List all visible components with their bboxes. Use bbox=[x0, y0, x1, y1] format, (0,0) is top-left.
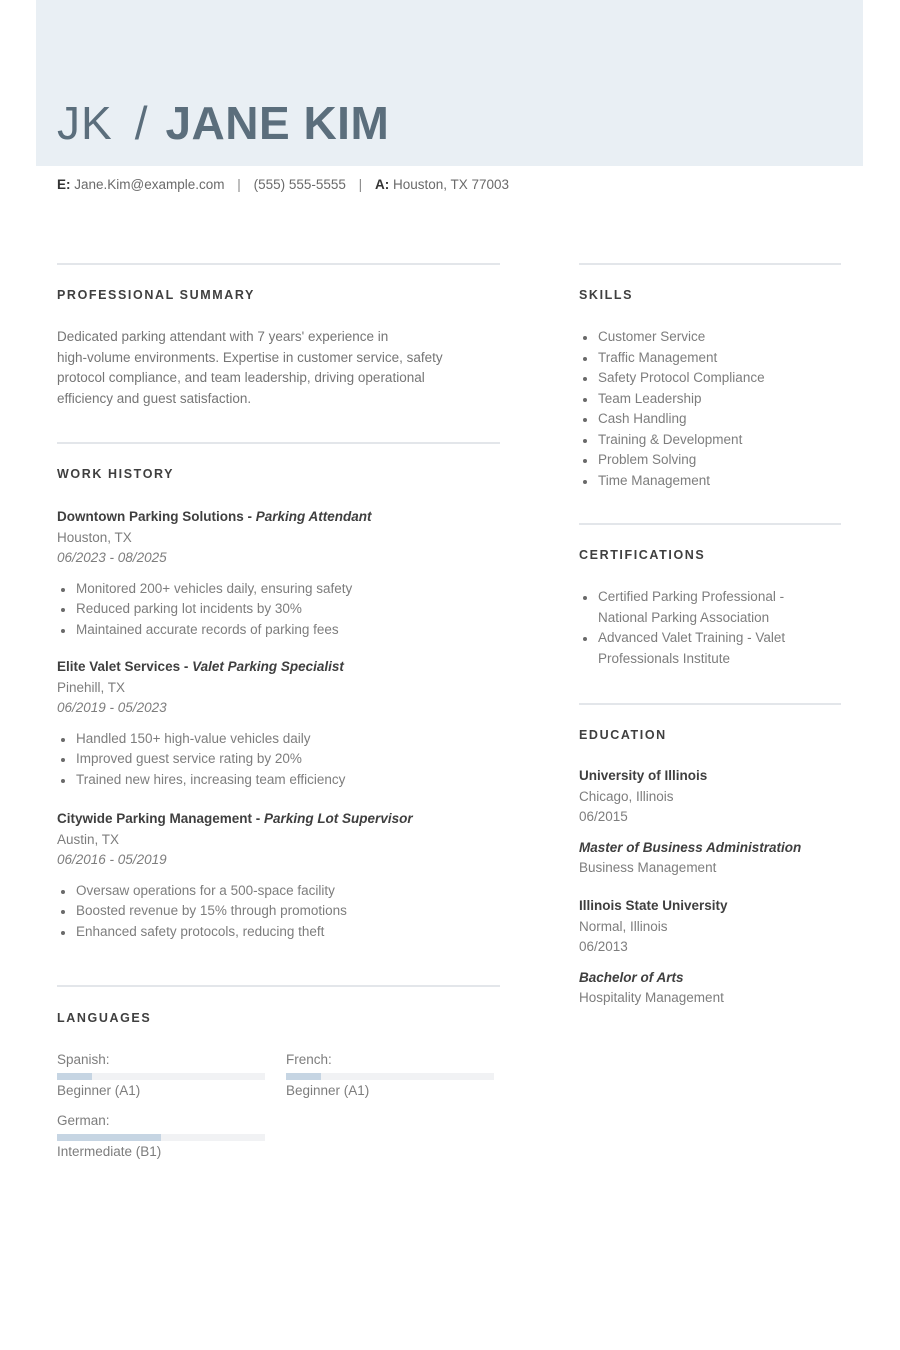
section-divider bbox=[57, 263, 500, 265]
job-location: Pinehill, TX bbox=[57, 679, 126, 695]
summary-line: Dedicated parking attendant with 7 years' experience in bbox=[57, 329, 389, 344]
skills-title: SKILLS bbox=[579, 288, 634, 302]
job-heading bbox=[57, 809, 497, 830]
language-level-fill bbox=[286, 1073, 321, 1080]
education-title: EDUCATION bbox=[579, 728, 667, 742]
job-dash: - bbox=[252, 811, 265, 826]
job-bullet: Boosted revenue by 15% through promotions bbox=[57, 901, 497, 922]
language-item bbox=[57, 1050, 265, 1101]
language-level-fill bbox=[57, 1073, 92, 1080]
job-role: Valet Parking Specialist bbox=[192, 659, 344, 674]
job-company: Elite Valet Services bbox=[57, 659, 181, 674]
skill-item: Training & Development bbox=[579, 430, 849, 451]
education-location: Normal, Illinois bbox=[579, 918, 668, 934]
language-level-bar bbox=[57, 1073, 265, 1080]
summary-title: PROFESSIONAL SUMMARY bbox=[57, 288, 255, 302]
phone[interactable]: (555) 555-5555 bbox=[253, 177, 346, 192]
skill-item: Customer Service bbox=[579, 327, 849, 348]
job-dash: - bbox=[180, 659, 193, 674]
job-bullet: Enhanced safety protocols, reducing theft bbox=[57, 922, 497, 943]
job-bullet: Oversaw operations for a 500-space facility bbox=[57, 881, 497, 902]
separator: | bbox=[358, 177, 363, 192]
language-name: French: bbox=[286, 1052, 332, 1067]
email-label: E: bbox=[57, 177, 71, 192]
languages-title: LANGUAGES bbox=[57, 1011, 152, 1025]
skill-item: Traffic Management bbox=[579, 348, 849, 369]
work-history-title: WORK HISTORY bbox=[57, 467, 175, 481]
job-dates: 06/2019 - 05/2023 bbox=[57, 700, 167, 715]
skills-list bbox=[579, 327, 849, 491]
contact-line bbox=[57, 177, 509, 192]
skill-item: Safety Protocol Compliance bbox=[579, 368, 849, 389]
summary-line: high-volume environments. Expertise in customer service, safety bbox=[57, 349, 443, 365]
education-field: Business Management bbox=[579, 860, 717, 875]
job-bullets bbox=[57, 729, 497, 791]
job-bullet: Handled 150+ high-value vehicles daily bbox=[57, 729, 497, 750]
education-date: 06/2015 bbox=[579, 809, 628, 824]
name-slash: / bbox=[134, 97, 148, 149]
name-heading bbox=[57, 96, 389, 156]
separator: | bbox=[237, 177, 241, 192]
job-entry bbox=[57, 809, 497, 942]
education-location: Chicago, Illinois bbox=[579, 788, 674, 804]
education-degree: Bachelor of Arts bbox=[579, 969, 684, 985]
education-field: Hospitality Management bbox=[579, 990, 724, 1005]
education-date: 06/2013 bbox=[579, 939, 628, 954]
certifications-list bbox=[579, 587, 819, 669]
job-dates: 06/2023 - 08/2025 bbox=[57, 550, 167, 565]
job-dates: 06/2016 - 05/2019 bbox=[57, 852, 167, 867]
language-level-fill bbox=[57, 1134, 161, 1141]
certifications-title: CERTIFICATIONS bbox=[579, 548, 706, 562]
section-divider bbox=[57, 442, 500, 444]
language-level: Beginner (A1) bbox=[286, 1083, 370, 1098]
address-label: A: bbox=[374, 177, 390, 192]
job-entry bbox=[57, 657, 497, 790]
job-role: Parking Lot Supervisor bbox=[264, 811, 413, 826]
skill-item: Problem Solving bbox=[579, 450, 849, 471]
job-location: Houston, TX bbox=[57, 529, 132, 545]
certification-item: Certified Parking Professional - National Parking Association bbox=[579, 587, 819, 628]
education-entry bbox=[579, 766, 849, 879]
education-entry bbox=[579, 896, 849, 1009]
section-divider bbox=[579, 703, 841, 705]
skill-item: Team Leadership bbox=[579, 389, 849, 410]
section-divider bbox=[579, 523, 841, 525]
job-bullet: Improved guest service rating by 20% bbox=[57, 749, 497, 770]
language-level: Beginner (A1) bbox=[57, 1083, 141, 1098]
education-school: Illinois State University bbox=[579, 898, 728, 913]
job-company: Citywide Parking Management bbox=[57, 811, 253, 826]
job-bullet: Monitored 200+ vehicles daily, ensuring safety bbox=[57, 579, 497, 600]
job-heading bbox=[57, 507, 497, 528]
email[interactable]: Jane.Kim@example.com bbox=[74, 177, 225, 192]
address: Houston, TX 77003 bbox=[392, 177, 510, 192]
education-degree: Master of Business Administration bbox=[579, 839, 802, 855]
job-entry bbox=[57, 507, 497, 640]
job-bullets bbox=[57, 579, 497, 641]
section-divider bbox=[57, 985, 500, 987]
section-divider bbox=[579, 263, 841, 265]
language-item bbox=[286, 1050, 494, 1101]
language-level-bar bbox=[57, 1134, 265, 1141]
summary-text bbox=[57, 327, 507, 409]
summary-line: protocol compliance, and team leadership, driving operational bbox=[57, 370, 425, 385]
job-bullets bbox=[57, 881, 497, 943]
job-location: Austin, TX bbox=[57, 831, 120, 847]
full-name: JANE KIM bbox=[165, 97, 390, 149]
skill-item: Time Management bbox=[579, 471, 849, 492]
language-item bbox=[57, 1111, 265, 1162]
language-name: Spanish: bbox=[57, 1052, 110, 1067]
job-bullet: Maintained accurate records of parking fees bbox=[57, 620, 497, 641]
summary-line: efficiency and guest satisfaction. bbox=[57, 390, 252, 406]
initials: JK bbox=[57, 97, 113, 149]
job-role: Parking Attendant bbox=[255, 509, 372, 524]
skill-item: Cash Handling bbox=[579, 409, 849, 430]
job-dash: - bbox=[243, 509, 256, 524]
education-school: University of Illinois bbox=[579, 768, 708, 783]
language-level: Intermediate (B1) bbox=[57, 1144, 162, 1159]
job-bullet: Reduced parking lot incidents by 30% bbox=[57, 599, 497, 620]
language-level-bar bbox=[286, 1073, 494, 1080]
job-bullet: Trained new hires, increasing team efficiency bbox=[57, 770, 497, 791]
job-heading bbox=[57, 657, 497, 678]
language-name: German: bbox=[57, 1113, 110, 1128]
certification-item: Advanced Valet Training - Valet Professionals Institute bbox=[579, 628, 819, 669]
job-company: Downtown Parking Solutions bbox=[57, 509, 244, 524]
